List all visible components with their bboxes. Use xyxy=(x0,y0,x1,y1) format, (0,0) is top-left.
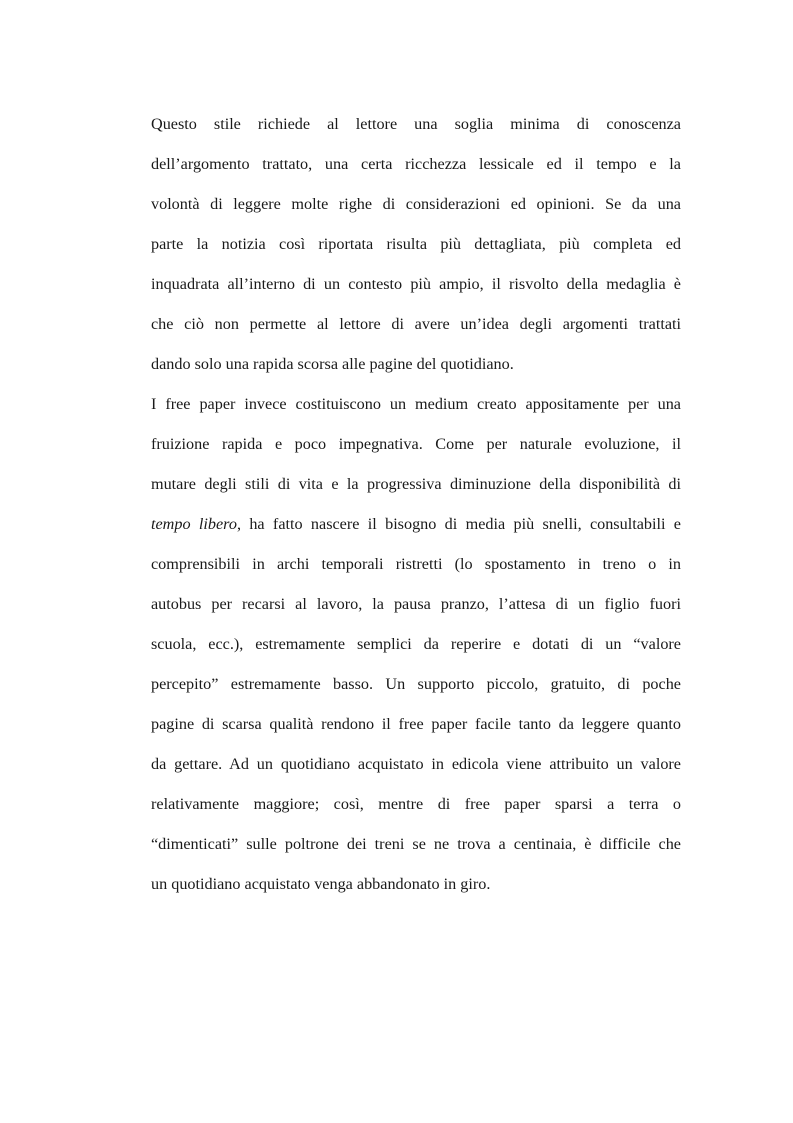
paragraph-1 xyxy=(151,104,681,384)
text-line: scuola, ecc.), estremamente semplici da reperire e dotati di un “valore xyxy=(151,635,681,653)
text-line: dando solo una rapida scorsa alle pagine del quotidiano. xyxy=(151,355,514,373)
text-line: pagine di scarsa qualità rendono il free paper facile tanto da leggere quanto xyxy=(151,715,681,733)
paragraph-2 xyxy=(151,384,681,904)
text-line: comprensibili in archi temporali ristretti (lo spostamento in treno o in xyxy=(151,555,681,573)
text-line: un quotidiano acquistato venga abbandonato in giro. xyxy=(151,875,491,893)
text-line: relativamente maggiore; così, mentre di free paper sparsi a terra o xyxy=(151,795,681,813)
text-line: dell’argomento trattato, una certa ricchezza lessicale ed il tempo e la xyxy=(151,155,681,173)
text-line: inquadrata all’interno di un contesto più ampio, il risvolto della medaglia è xyxy=(151,275,681,293)
text-line-mixed xyxy=(151,504,681,544)
text-line: “dimenticati” sulle poltrone dei treni se ne trova a centinaia, è difficile che xyxy=(151,835,681,853)
body-text xyxy=(151,104,681,904)
italic-phrase: tempo libero xyxy=(151,515,237,533)
text-line: che ciò non permette al lettore di avere un’idea degli argomenti trattati xyxy=(151,315,681,333)
text-line: da gettare. Ad un quotidiano acquistato in edicola viene attribuito un valore xyxy=(151,755,681,773)
text-line: volontà di leggere molte righe di considerazioni ed opinioni. Se da una xyxy=(151,195,681,213)
text-line: mutare degli stili di vita e la progressiva diminuzione della disponibilità di xyxy=(151,475,681,493)
text-line: fruizione rapida e poco impegnativa. Come per naturale evoluzione, il xyxy=(151,435,681,453)
text-line: percepito” estremamente basso. Un supporto piccolo, gratuito, di poche xyxy=(151,675,681,693)
text-line: parte la notizia così riportata risulta più dettagliata, più completa ed xyxy=(151,235,681,253)
text-line: I free paper invece costituiscono un medium creato appositamente per una xyxy=(151,395,681,413)
text-line: autobus per recarsi al lavoro, la pausa pranzo, l’attesa di un figlio fuori xyxy=(151,595,681,613)
text-run: , ha fatto nascere il bisogno di media più snelli, consultabili e xyxy=(236,515,681,533)
text-line: Questo stile richiede al lettore una soglia minima di conoscenza xyxy=(151,115,681,133)
